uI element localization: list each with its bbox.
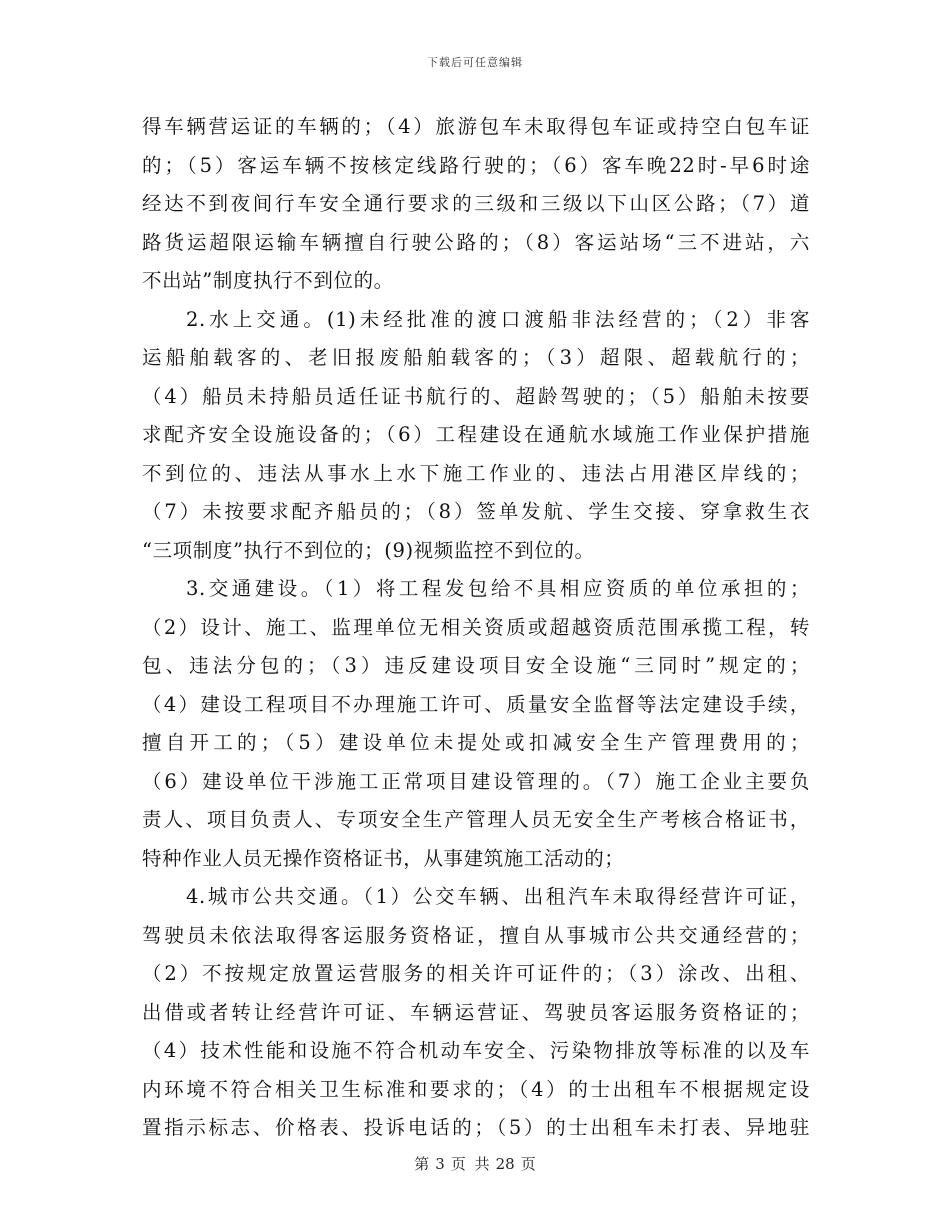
text-line: 路货运超限运输车辆擅自行驶公路的；（8）客运站场“三不进站，六 (142, 230, 810, 254)
text-line: 擅自开工的；（5）建设单位未提处或扣减安全生产管理费用的； (142, 731, 810, 754)
text-line: 不出站”制度执行不到位的。 (142, 269, 394, 292)
text-line: 求配齐安全设施设备的；（6）工程建设在通航水域施工作业保护措施 (142, 423, 810, 446)
text-line: 责人、项目负责人、专项安全生产管理人员无安全生产考核合格证书， (142, 808, 810, 831)
text-line: 得车辆营运证的车辆的；（4）旅游包车未取得包车证或持空白包车证 (142, 115, 810, 138)
text-line: （2）不按规定放置运营服务的相关许可证件的；（3）涂改、出租、 (142, 962, 810, 985)
page-label-prefix: 第 (414, 1155, 430, 1173)
text-line: 不到位的、违法从事水上水下施工作业的、违法占用港区岸线的； (142, 461, 810, 485)
text-line: （7）未按要求配齐船员的；（8）签单发航、学生交接、穿拿救生衣 (142, 500, 810, 523)
page-header: 下载后可任意编辑 (427, 56, 523, 69)
paragraph-start-line: 3.交通建设。（1）将工程发包给不具相应资质的单位承担的； (186, 577, 810, 600)
paragraph-start-line: 4.城市公共交通。（1）公交车辆、出租汽车未取得经营许可证， (186, 885, 810, 908)
text-line: 的；（5）客运车辆不按核定线路行驶的；（6）客车晚22时-早6时途 (142, 153, 810, 177)
text-line: 置指示标志、价格表、投诉电话的；（5）的士出租车未打表、异地驻 (142, 1116, 810, 1139)
text-line: （4）船员未持船员适任证书航行的、超龄驾驶的；（5）船舶未按要 (142, 384, 810, 408)
text-line: 经达不到夜间行车安全通行要求的三级和三级以下山区公路；（7）道 (142, 192, 810, 215)
page-label-middle: 页 共 (450, 1155, 490, 1173)
paragraph-start-line: 2.水上交通。(1)未经批准的渡口渡船非法经营的；（2）非客 (186, 307, 810, 331)
page-number: 3 (435, 1155, 445, 1173)
text-line: 内环境不符合相关卫生标准和要求的；（4）的士出租车不根据规定设 (142, 1077, 810, 1101)
text-line: “三项制度”执行不到位的；(9)视频监控不到位的。 (142, 538, 595, 562)
text-line: 特种作业人员无操作资格证书，从事建筑施工活动的； (142, 846, 625, 870)
text-line: （4）建设工程项目不办理施工许可、质量安全监督等法定建设手续， (142, 692, 810, 716)
text-line: 驾驶员未依法取得客运服务资格证，擅自从事城市公共交通经营的； (142, 923, 810, 947)
text-line: 包、违法分包的；（3）违反建设项目安全设施“三同时”规定的； (142, 654, 810, 677)
text-line: （4）技术性能和设施不符合机动车安全、污染物排放等标准的以及车 (142, 1039, 810, 1062)
text-line: 运船舶载客的、老旧报废船舶载客的；（3）超限、超载航行的； (142, 346, 810, 369)
text-line: （2）设计、施工、监理单位无相关资质或超越资质范围承揽工程，转 (142, 615, 810, 639)
page-total: 28 (495, 1155, 515, 1173)
document-body (142, 108, 810, 1148)
text-line: 出借或者转让经营许可证、车辆运营证、驾驶员客运服务资格证的； (142, 1000, 810, 1024)
page-label-suffix: 页 (520, 1155, 536, 1173)
page-footer (0, 1153, 950, 1174)
text-line: （6）建设单位干涉施工正常项目建设管理的。（7）施工企业主要负 (142, 769, 810, 793)
